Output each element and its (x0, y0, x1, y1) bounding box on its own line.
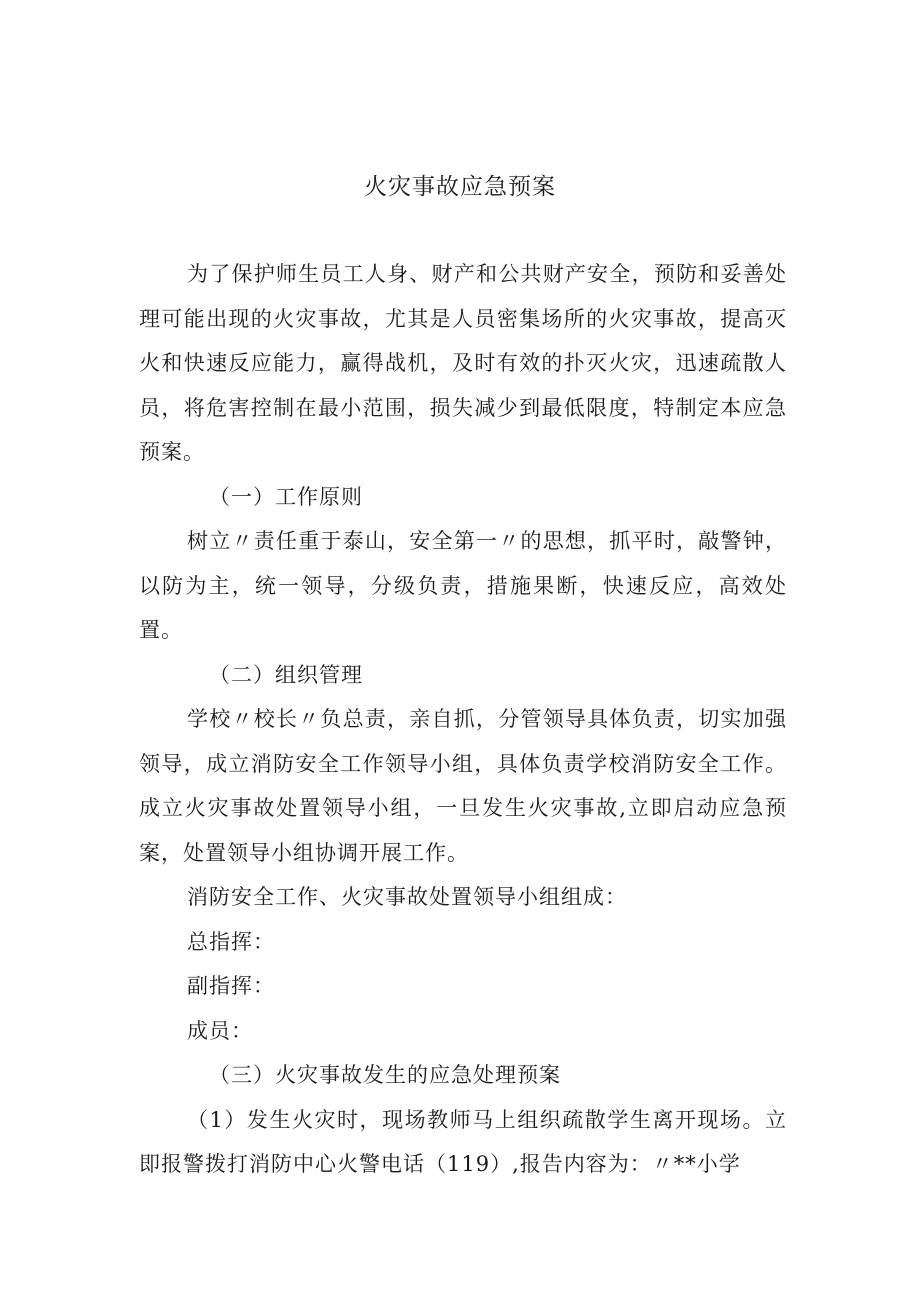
members-label: 成员： (187, 1018, 253, 1043)
work-principles-paragraph: 树立〃责任重于泰山，安全第一〃的思想，抓平时，敲警钟，以防为主，统一领导，分级负责，措施果断，快速反应，高效处置。 (139, 529, 787, 642)
intro-paragraph: 为了保护师生员工人身、财产和公共财产安全，预防和妥善处理可能出现的火灾事故，尤其是人员密集场所的火灾事故，提高灭火和快速反应能力，赢得战机，及时有效的扑灭火灾，迅速疏散人员，将危害控制在最小范围，损失减少到最低限度，特制定本应急预案。 (139, 262, 787, 464)
document-title: 火灾事故应急预案 (364, 174, 556, 200)
section-heading-organization: （二）组织管理 (209, 662, 363, 687)
section-heading-work-principles: （一）工作原则 (209, 484, 363, 509)
deputy-commander-label: 副指挥： (187, 974, 275, 998)
leadership-group-label: 消防安全工作、火灾事故处置领导小组组成： (187, 885, 627, 909)
emergency-step-1-paragraph: （1）发生火灾时，现场教师马上组织疏散学生离开现场。立即报警拨打消防中心火警电话（119）,报告内容为：〃**小学 (139, 1107, 787, 1176)
commander-label: 总指挥： (187, 929, 275, 954)
organization-paragraph: 学校〃校长〃负总责，亲自抓，分管领导具体负责，切实加强领导，成立消防安全工作领导小组，具体负责学校消防安全工作。成立火灾事故处置领导小组，一旦发生火灾事故,立即启动应急预案，处置领导小组协调开展工作。 (139, 707, 787, 865)
document-body (139, 252, 787, 1187)
section-heading-emergency-plan: （三）火灾事故发生的应急处理预案 (209, 1063, 561, 1087)
